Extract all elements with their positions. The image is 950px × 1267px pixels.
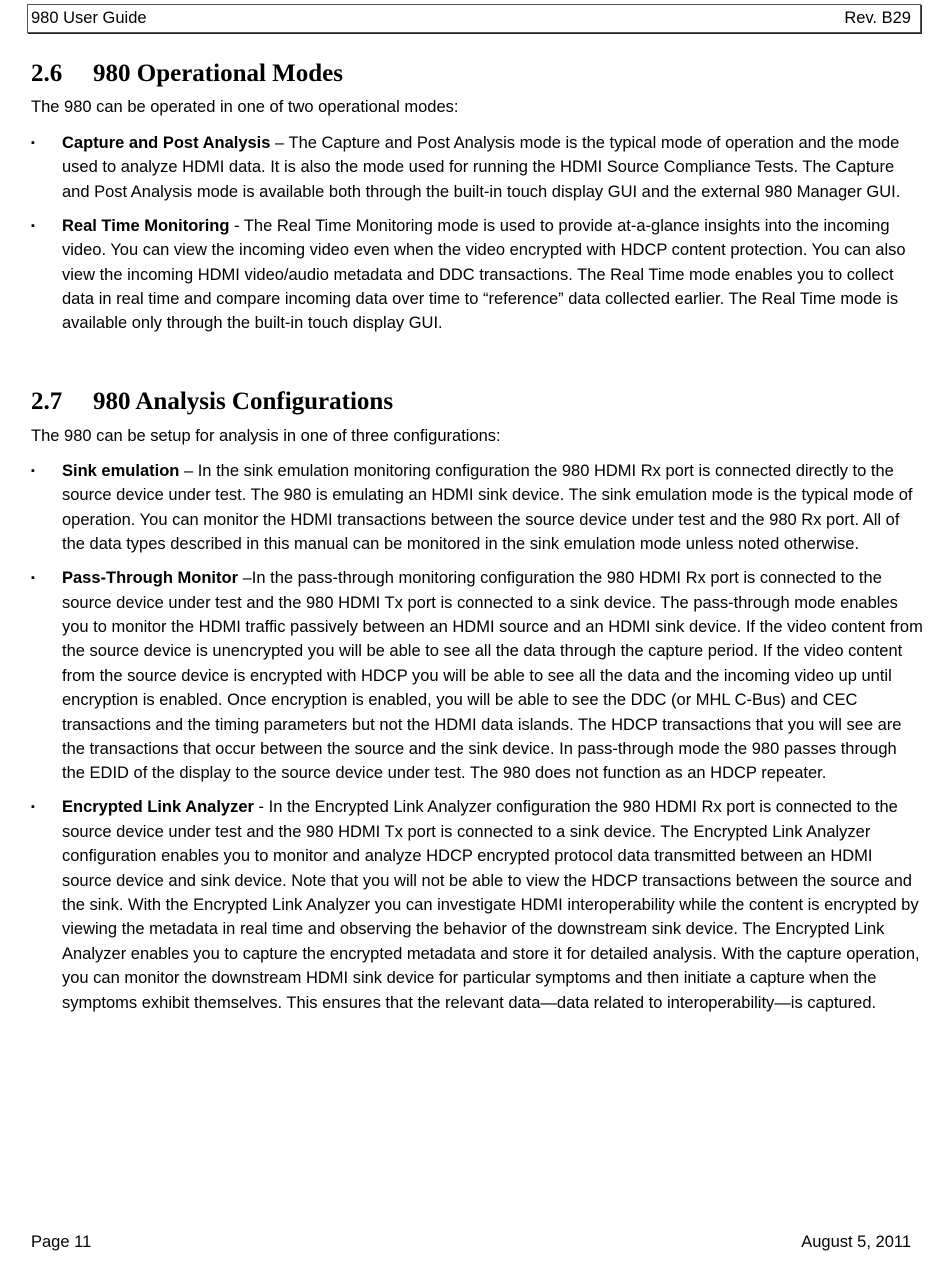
bullet-square-icon: ▪ [31, 137, 35, 149]
list-item-separator: – [179, 462, 198, 480]
list-item [31, 214, 923, 336]
list-item-text: In the Encrypted Link Analyzer configuration the 980 HDMI Rx port is connected to the source device under test and the 980 HDMI Tx port is connected to a sink device. The Encrypted Link Analyzer configuration enables you to monitor and analyze HDCP encrypted protocol data transmitted between an HDMI source device and sink device. Note that you will not be able to view the HDCP transactions between the source and the sink. With the Encrypted Link Analyzer you can investigate HDMI interoperability while the content is encrypted by viewing the metadata in real time and observing the behavior of the downstream sink device. The Encrypted Link Analyzer enables you to capture the encrypted metadata and store it for detailed analysis. With the capture operation, you can monitor the downstream HDMI sink device for particular symptoms and then initiate a capture when the symptoms exhibit themselves. This ensures that the relevant data—data related to interoperability—is captured. [62, 798, 920, 1012]
list-item-term: Sink emulation [62, 462, 180, 480]
section-number: 2.7 [31, 388, 63, 415]
list-item-text: The Capture and Post Analysis mode is the typical mode of operation and the mode used to analyze HDMI data. It is also the mode used for running the HDMI Source Compliance Tests. The Capture and Post Analysis mode is available both through the built-in touch display GUI and the external 980 Manager GUI. [62, 134, 901, 201]
page-header [27, 4, 921, 33]
list-item-text: In the sink emulation monitoring configuration the 980 HDMI Rx port is connected directly to the source device under test. The 980 is emulating an HDMI sink device. The sink emulation mode is the typical mode of operation. You can monitor the HDMI transactions between the source device under test and the 980 Rx port. All of the data types described in this manual can be monitored in the sink emulation mode unless noted otherwise. [62, 462, 913, 554]
bullet-square-icon: ▪ [31, 465, 35, 477]
footer-page-number: Page 11 [31, 1233, 92, 1251]
list-item [31, 459, 923, 557]
list-item-term: Pass-Through Monitor [62, 569, 238, 588]
section-intro: The 980 can be operated in one of two operational modes: [31, 98, 459, 116]
header-document-title: 980 User Guide [31, 9, 147, 27]
section-intro: The 980 can be setup for analysis in one of three configurations: [31, 427, 501, 445]
list-item-text: The Real Time Monitoring mode is used to provide at-a-glance insights into the incoming video. You can view the incoming video even when the video encrypted with HDCP content protection. You can also view the incoming HDMI video/audio metadata and DDC transactions. The Real Time mode enables you to collect data in real time and compare incoming data over time to “reference” data collected earlier. The Real Time mode is available only through the built-in touch display GUI. [62, 216, 906, 333]
list-item [31, 131, 923, 204]
bullet-square-icon: ▪ [31, 219, 35, 232]
section-number: 2.6 [31, 60, 63, 87]
list-item-separator: - [229, 216, 244, 235]
analysis-configurations-list [31, 459, 923, 1024]
list-item-term: Capture and Post Analysis [62, 134, 271, 152]
section-title-text: 980 Operational Modes [93, 60, 343, 87]
footer-date: August 5, 2011 [801, 1233, 911, 1251]
list-item-separator: – [270, 134, 289, 152]
bullet-square-icon: ▪ [31, 572, 35, 585]
list-item-term: Real Time Monitoring [62, 216, 230, 235]
list-item-separator: – [238, 569, 252, 588]
list-item-separator: - [253, 798, 269, 817]
list-item [31, 566, 923, 786]
list-item-text: In the pass-through monitoring configuration the 980 HDMI Rx port is connected to the source device under test and the 980 HDMI Tx port is connected to a sink device. The pass-through mode enables you to monitor the HDMI traffic passively between an HDMI source and an HDMI sink device. If the video content from the source device is unencrypted you will be able to see all the data through the capture period. If the video content from the source device is encrypted with HDCP you will be able to see all the data and the incoming video up until encryption is enabled. Once encryption is enabled, you will be able to see the DDC (or MHL C-Bus) and CEC transactions and the timing parameters but not the HDMI data islands. The HDCP transactions that you will see are the transactions that occur between the source and the sink device. In pass-through mode the 980 passes through the EDID of the display to the source device under test. The 980 does not function as an HDCP repeater. [62, 569, 923, 783]
header-revision: Rev. B29 [844, 9, 911, 27]
list-item [31, 795, 923, 1015]
section-heading-analysis-configurations [31, 388, 393, 416]
bullet-square-icon: ▪ [31, 801, 35, 814]
section-title-text: 980 Analysis Configurations [93, 388, 394, 415]
list-item-term: Encrypted Link Analyzer [62, 798, 254, 817]
section-heading-operational-modes [31, 60, 343, 88]
operational-modes-list [31, 131, 923, 345]
